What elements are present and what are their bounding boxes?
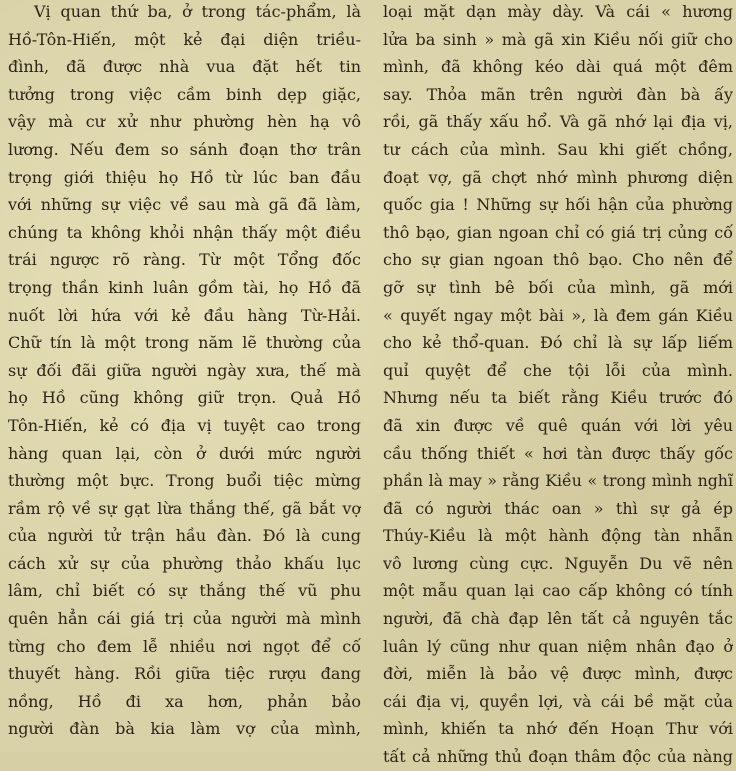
column-gutter <box>366 0 378 752</box>
text-line: trọng giới thiệu họ Hồ từ lúc ban đầu <box>8 167 361 187</box>
text-line: sự đối đãi giữa người ngày xưa, thế mà <box>8 360 361 380</box>
text-line: đã xin được về quê quán với lời yêu <box>383 415 733 435</box>
text-line: người đàn bà kia làm vợ của mình, <box>8 719 361 739</box>
text-line: thô bạo, gian ngoan chỉ có giá trị củng cố <box>383 222 733 242</box>
text-line: người, đã chà đạp lên tất cả nguyên tắc <box>383 609 733 629</box>
text-line: mình, đã không kéo dài quá một đêm <box>383 57 733 77</box>
text-line: chúng ta không khỏi nhận thấy một điều <box>8 222 361 242</box>
text-line: hàng quan lại, còn ở dưới mức người <box>8 443 361 463</box>
text-line: thường một bực. Trong buổi tiệc mừng <box>8 471 361 491</box>
text-line: từng cho đem lễ nhiều nơi ngọt để cố <box>8 636 361 656</box>
text-line: cái địa vị, quyền lợi, và cái bề mặt của <box>383 691 733 711</box>
text-line: đình, đã được nhà vua đặt hết tin <box>8 57 361 77</box>
text-line: với những sự việc về sau mà gã đã làm, <box>8 195 361 215</box>
text-line: cho kẻ thổ-quan. Đó chỉ là sự lấp liếm <box>383 333 733 353</box>
text-line: Thúy-Kiều là một hành động tàn nhẫn <box>383 526 733 546</box>
text-line: cho sự gian ngoan thô bạo. Cho nên để <box>383 250 733 270</box>
text-line: Hồ-Tôn-Hiến, một kẻ đại diện triều- <box>8 29 361 49</box>
text-line: mình, khiến ta nhớ đến Hoạn Thư với <box>383 719 733 739</box>
text-line: Tôn-Hiến, kẻ có địa vị tuyệt cao trong <box>8 415 361 435</box>
text-line: « quyết ngay một bài », là đem gán Kiều <box>383 305 733 325</box>
text-line: đời, miễn là bảo vệ được mình, được <box>383 664 733 684</box>
text-line: lửa ba sinh » mà gã xin Kiều nối giữ cho <box>383 29 733 49</box>
text-line: đoạt vợ, gã chợt nhớ mình phương diện <box>383 167 733 187</box>
text-line: nồng, Hồ đi xa hơn, phản bảo <box>8 691 361 711</box>
right-text-column <box>383 0 733 771</box>
text-line: quốc gia ! Những sự hối hận của phường <box>383 195 733 215</box>
text-line: Vị quan thứ ba, ở trong tác-phẩm, là <box>34 2 361 21</box>
text-line: Nhưng nếu ta biết rằng Kiều trước đó <box>383 388 733 408</box>
text-line: tư cách của mình. Sau khi giết chồng, <box>383 139 733 159</box>
text-line: vô lương cùng cực. Nguyễn Du vẽ nên <box>383 553 733 573</box>
text-line: rồi, gã thấy xấu hổ. Và gã nhớ lại địa vị, <box>383 112 733 132</box>
text-line: loại mặt dạn mày dày. Và cái « hương <box>383 2 733 21</box>
text-line: lương. Nếu đem so sánh đoạn thơ trân <box>8 139 361 159</box>
text-line: say. Thỏa mãn trên người đàn bà ấy <box>383 84 733 104</box>
text-line: gỡ sự tình bê bối của mình, gã mới <box>383 277 733 297</box>
text-line: trọng thần kinh luân gồm tài, họ Hồ đã <box>8 277 361 297</box>
text-line: cách xử sự của phường thảo khấu lục <box>8 553 361 573</box>
text-line: rầm rộ về sự gạt lừa thắng thế, gã bắt vợ <box>8 498 361 518</box>
text-line: họ Hồ cũng không giữ trọn. Quả Hồ <box>8 388 361 408</box>
text-line: đã có người thác oan » thì sự gả ép <box>383 498 733 518</box>
text-line: của người tử trận hầu đàn. Đó là cung <box>8 526 361 546</box>
text-line: trái ngược rõ ràng. Từ một Tổng đốc <box>8 250 361 270</box>
text-line: phần là may » rằng Kiều « trong mình nghĩ <box>383 471 733 491</box>
text-line: tưởng trong việc cầm binh dẹp giặc, <box>8 84 361 104</box>
text-line: tất cả những thủ đoạn thâm độc của nàng <box>383 747 733 767</box>
text-line: nuốt lời hứa với kẻ đầu hàng Từ-Hải. <box>8 305 361 325</box>
text-line: luân lý cũng như quan niệm nhân đạo ở <box>383 636 733 656</box>
text-line: một mẫu quan lại cao cấp không có tính <box>383 581 733 601</box>
text-line: vậy mà cư xử như phường hèn hạ vô <box>8 112 361 132</box>
text-line: cầu thống thiết « hơi tàn được thấy gốc <box>383 443 733 463</box>
text-line: quên hẳn cái giá trị của người mà mình <box>8 609 361 629</box>
text-line: Chữ tín là một trong năm lẽ thường của <box>8 333 361 353</box>
text-line: thuyết hàng. Rồi giữa tiệc rượu đang <box>8 664 361 684</box>
left-text-column <box>8 0 361 743</box>
text-line: quỉ quyệt để che tội lỗi của mình. <box>383 360 733 380</box>
text-line: lâm, chỉ biết có sự thắng thế vũ phu <box>8 581 361 601</box>
